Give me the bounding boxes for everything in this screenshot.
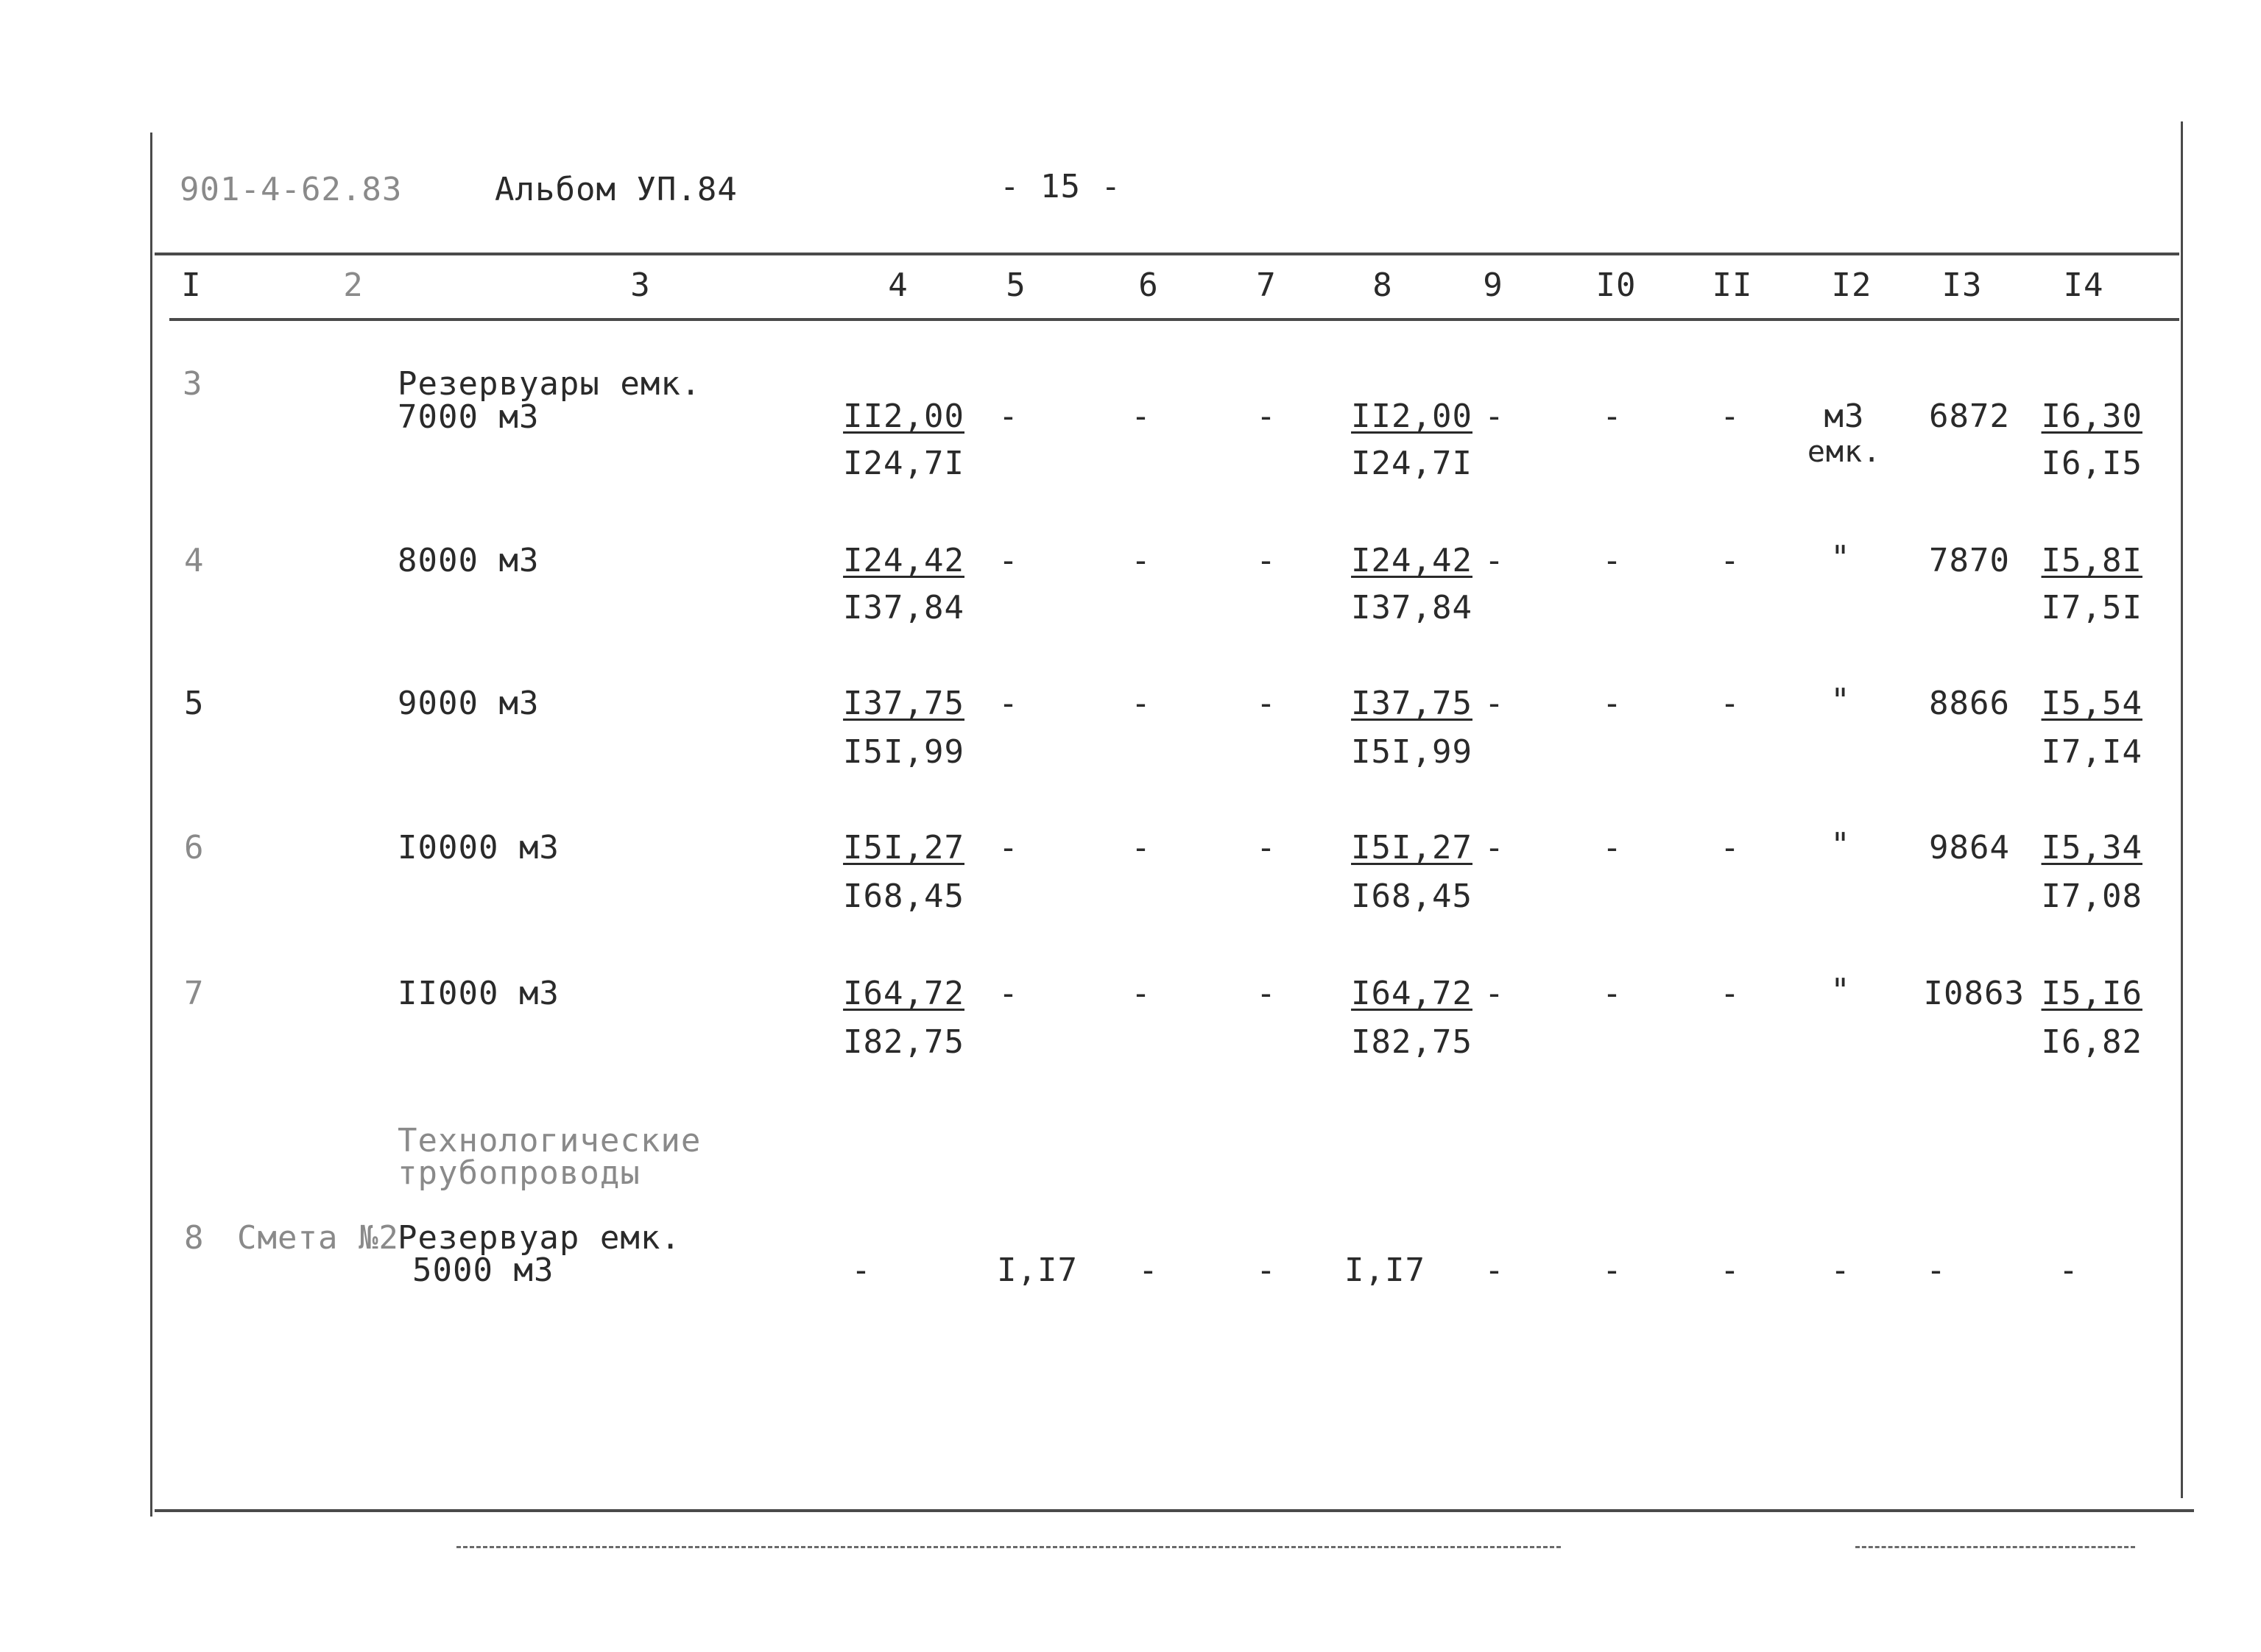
col8-value-bottom: I82,75: [1351, 1023, 1472, 1061]
col4-value-top: I37,75: [843, 685, 964, 722]
col8-value-bottom: I5I,99: [1351, 733, 1472, 771]
col8-value-top: I5I,27: [1351, 829, 1472, 866]
ditto-mark: ": [1830, 826, 1851, 864]
col8-value-bottom: I37,84: [1351, 589, 1472, 626]
col7-value: -: [1256, 1252, 1277, 1289]
col7-value: -: [1256, 398, 1277, 435]
col7-value: -: [1256, 685, 1277, 722]
column-header: I0: [1595, 266, 1637, 304]
ditto-mark: ": [1830, 972, 1851, 1009]
col14-value-top: I5,I6: [2041, 975, 2142, 1012]
col6-value: -: [1131, 975, 1151, 1012]
col8-value-top: I64,72: [1351, 975, 1472, 1012]
col7-value: -: [1256, 829, 1277, 866]
item-name: 8000 м3: [398, 542, 540, 579]
col7-value: -: [1256, 975, 1277, 1012]
col9-value: -: [1484, 975, 1505, 1012]
unit-label-cont: емк.: [1807, 435, 1882, 469]
document-code: 901-4-62.83: [180, 171, 403, 208]
col14-value-bottom: I7,08: [2041, 878, 2142, 915]
column-header: 7: [1256, 266, 1277, 304]
col14-value-top: I6,30: [2041, 398, 2142, 435]
col10-value: -: [1602, 542, 1623, 579]
item-name: Резервуар емк.: [398, 1219, 681, 1257]
col11-value: -: [1720, 975, 1740, 1012]
col11-value: -: [1720, 1252, 1740, 1289]
col8-value-top: I24,42: [1351, 542, 1472, 579]
col4-value-bottom: I24,7I: [843, 445, 964, 482]
col13-value: 9864: [1929, 829, 2010, 866]
col13-value: I0863: [1923, 975, 2025, 1012]
col10-value: -: [1602, 1252, 1623, 1289]
column-header: I2: [1831, 266, 1872, 304]
frame-right-border: [2181, 121, 2183, 1498]
row-number: 8: [184, 1219, 205, 1257]
col11-value: -: [1720, 542, 1740, 579]
column-header: 4: [888, 266, 909, 304]
header-top-rule: [155, 253, 2179, 255]
col13-value: 6872: [1929, 398, 2010, 435]
column-header: 3: [630, 266, 651, 304]
frame-left-border: [150, 133, 152, 1517]
item-name: 9000 м3: [398, 685, 540, 722]
col9-value: -: [1484, 398, 1505, 435]
col10-value: -: [1602, 829, 1623, 866]
item-name-cont: 5000 м3: [412, 1252, 554, 1289]
col13-value: -: [1926, 1252, 1947, 1289]
col4-value-bottom: I82,75: [843, 1023, 964, 1061]
col8-value-top: II2,00: [1351, 398, 1472, 435]
col8-value-bottom: I24,7I: [1351, 445, 1472, 482]
page-number: - 15 -: [1000, 168, 1121, 205]
col14-value-top: I5,54: [2041, 685, 2142, 722]
col14-value-bottom: I7,5I: [2041, 589, 2142, 626]
col13-value: 8866: [1929, 685, 2010, 722]
col5-value: I,I7: [997, 1252, 1078, 1289]
ditto-mark: ": [1830, 539, 1851, 576]
col8-value-bottom: I68,45: [1351, 878, 1472, 915]
col14-value-bottom: I6,I5: [2041, 445, 2142, 482]
col4-value-top: II2,00: [843, 398, 964, 435]
col4-value: -: [851, 1252, 872, 1289]
col8-value: I,I7: [1344, 1252, 1425, 1289]
col4-value-top: I24,42: [843, 542, 964, 579]
col14-value-top: I5,34: [2041, 829, 2142, 866]
col6-value: -: [1138, 1252, 1159, 1289]
col7-value: -: [1256, 542, 1277, 579]
row-number: 4: [184, 542, 205, 579]
item-name-cont: 7000 м3: [398, 398, 540, 436]
section-heading: Технологические: [398, 1122, 702, 1159]
col12-value: -: [1830, 1252, 1851, 1289]
col9-value: -: [1484, 1252, 1505, 1289]
section-heading-cont: трубопроводы: [398, 1154, 641, 1192]
item-name: Резервуары емк.: [398, 365, 702, 403]
col8-value-top: I37,75: [1351, 685, 1472, 722]
col10-value: -: [1602, 685, 1623, 722]
col13-value: 7870: [1929, 542, 2010, 579]
col14-value: -: [2059, 1252, 2079, 1289]
row-number: 7: [184, 975, 205, 1012]
row-number: 5: [184, 685, 205, 722]
item-name: I0000 м3: [398, 829, 560, 866]
ditto-mark: ": [1830, 682, 1851, 719]
col6-value: -: [1131, 398, 1151, 435]
col11-value: -: [1720, 685, 1740, 722]
col9-value: -: [1484, 829, 1505, 866]
col5-value: -: [998, 542, 1019, 579]
column-header: 5: [1006, 266, 1026, 304]
header-bottom-rule: [169, 318, 2179, 321]
item-name: II000 м3: [398, 975, 560, 1012]
col9-value: -: [1484, 685, 1505, 722]
col4-value-bottom: I68,45: [843, 878, 964, 915]
col5-value: -: [998, 975, 1019, 1012]
col6-value: -: [1131, 829, 1151, 866]
column-header: 9: [1483, 266, 1503, 304]
column-header: 6: [1138, 266, 1159, 304]
col10-value: -: [1602, 975, 1623, 1012]
column-header: I3: [1941, 266, 1983, 304]
album-title: Альбом УП.84: [495, 171, 738, 208]
col14-value-bottom: I6,82: [2041, 1023, 2142, 1061]
column-header: I: [181, 266, 202, 304]
col5-value: -: [998, 685, 1019, 722]
row-number: 3: [183, 365, 203, 403]
footer-dashed-line-left: [456, 1546, 1561, 1548]
col6-value: -: [1131, 685, 1151, 722]
col10-value: -: [1602, 398, 1623, 435]
column-header: 8: [1372, 266, 1393, 304]
column-header: II: [1712, 266, 1753, 304]
column-header: I4: [2063, 266, 2104, 304]
col11-value: -: [1720, 398, 1740, 435]
col4-value-top: I64,72: [843, 975, 964, 1012]
col5-value: -: [998, 829, 1019, 866]
estimate-reference: Смета №2: [237, 1219, 399, 1257]
footer-dashed-line-right: [1855, 1546, 2135, 1548]
col11-value: -: [1720, 829, 1740, 866]
col6-value: -: [1131, 542, 1151, 579]
frame-bottom-border: [155, 1509, 2194, 1512]
col5-value: -: [998, 398, 1019, 435]
row-number: 6: [184, 829, 205, 866]
col4-value-bottom: I5I,99: [843, 733, 964, 771]
col4-value-bottom: I37,84: [843, 589, 964, 626]
unit-label: м3: [1824, 398, 1865, 435]
col4-value-top: I5I,27: [843, 829, 964, 866]
col9-value: -: [1484, 542, 1505, 579]
col14-value-top: I5,8I: [2041, 542, 2142, 579]
col14-value-bottom: I7,I4: [2041, 733, 2142, 771]
column-header: 2: [343, 266, 364, 304]
